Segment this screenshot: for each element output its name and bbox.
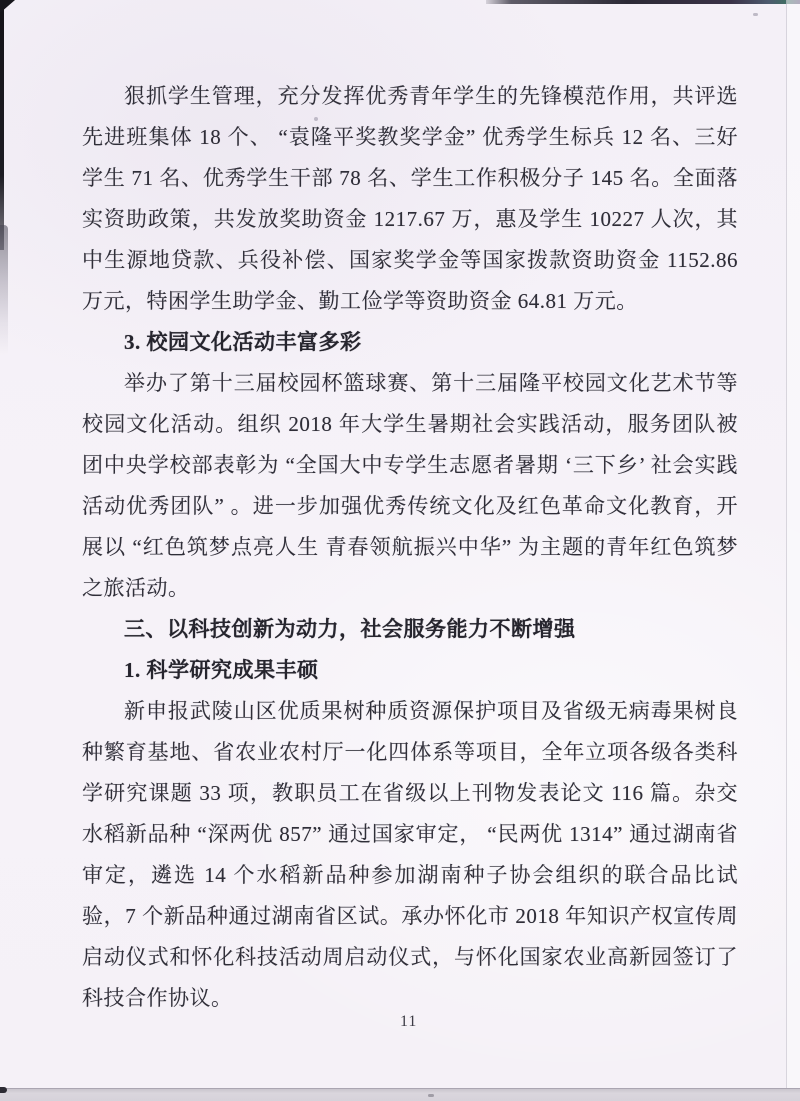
heading-research-achievements: 1. 科学研究成果丰硕: [124, 658, 319, 682]
scan-artifact-left-edge-line: [0, 0, 4, 250]
paragraph-research-results: 新申报武陵山区优质果树种质资源保护项目及省级无病毒果树良种繁育基地、省农业农村厅一化四体系等项目，全年立项各级各类科学研究课题 33 项，教职员工在省级以上刊物发表论文 116 篇。杂交水稻新品种 “深两优 857” 通过国家审定， “民两优 1314” 通过湖南省审定，遴选 14 个水稻新品种参加湖南种子协会组织的联合品比试验，7 个新品种通过湖南省区试。承办怀化市 2018 年知识产权宣传周启动仪式和怀化科技活动周启动仪式，与怀化国家农业高新园签订了科技合作协议。: [82, 699, 738, 1010]
scan-artifact-speck-mid: [314, 117, 318, 121]
scan-artifact-speck-bottom-center: [428, 1094, 434, 1097]
paragraph-campus-culture: 举办了第十三届校园杯篮球赛、第十三届隆平校园文化艺术节等校园文化活动。组织 2018 年大学生暑期社会实践活动，服务团队被团中央学校部表彰为 “全国大中专学生志愿者暑期 ‘三下乡’ 社会实践活动优秀团队” 。进一步加强优秀传统文化及红色革命文化教育，开展以 “红色筑梦点亮人生 青春领航振兴中华” 为主题的青年红色筑梦之旅活动。: [82, 371, 738, 600]
heading-campus-culture: 3. 校园文化活动丰富多彩: [124, 330, 362, 354]
scan-artifact-speck-top: [753, 13, 758, 16]
scan-artifact-left-edge-smudge: [0, 225, 8, 355]
paragraph-student-management: 狠抓学生管理，充分发挥优秀青年学生的先锋模范作用，共评选先进班集体 18 个、 “袁隆平奖教奖学金” 优秀学生标兵 12 名、三好学生 71 名、优秀学生干部 78 名、学生工作积极分子 145 名。全面落实资助政策，共发放奖助资金 1217.67 万，惠及学生 10227 人次，其中生源地贷款、兵役补偿、国家奖学金等国家拨款资助资金 1152.86 万元，特困学生助学金、勤工俭学等资助资金 64.81 万元。: [82, 84, 738, 313]
scan-artifact-top-left-corner: [0, 0, 15, 13]
scan-artifact-speck-bottom-left: [0, 1087, 7, 1093]
page-number: 11: [400, 1013, 418, 1030]
heading-science-innovation: 三、以科技创新为动力，社会服务能力不断增强: [124, 617, 576, 641]
document-body: [82, 76, 738, 1019]
scan-artifact-right-edge-strip: [786, 0, 800, 1101]
scan-artifact-bottom-band: [0, 1088, 800, 1101]
scan-artifact-top-right-line: [486, 0, 800, 4]
